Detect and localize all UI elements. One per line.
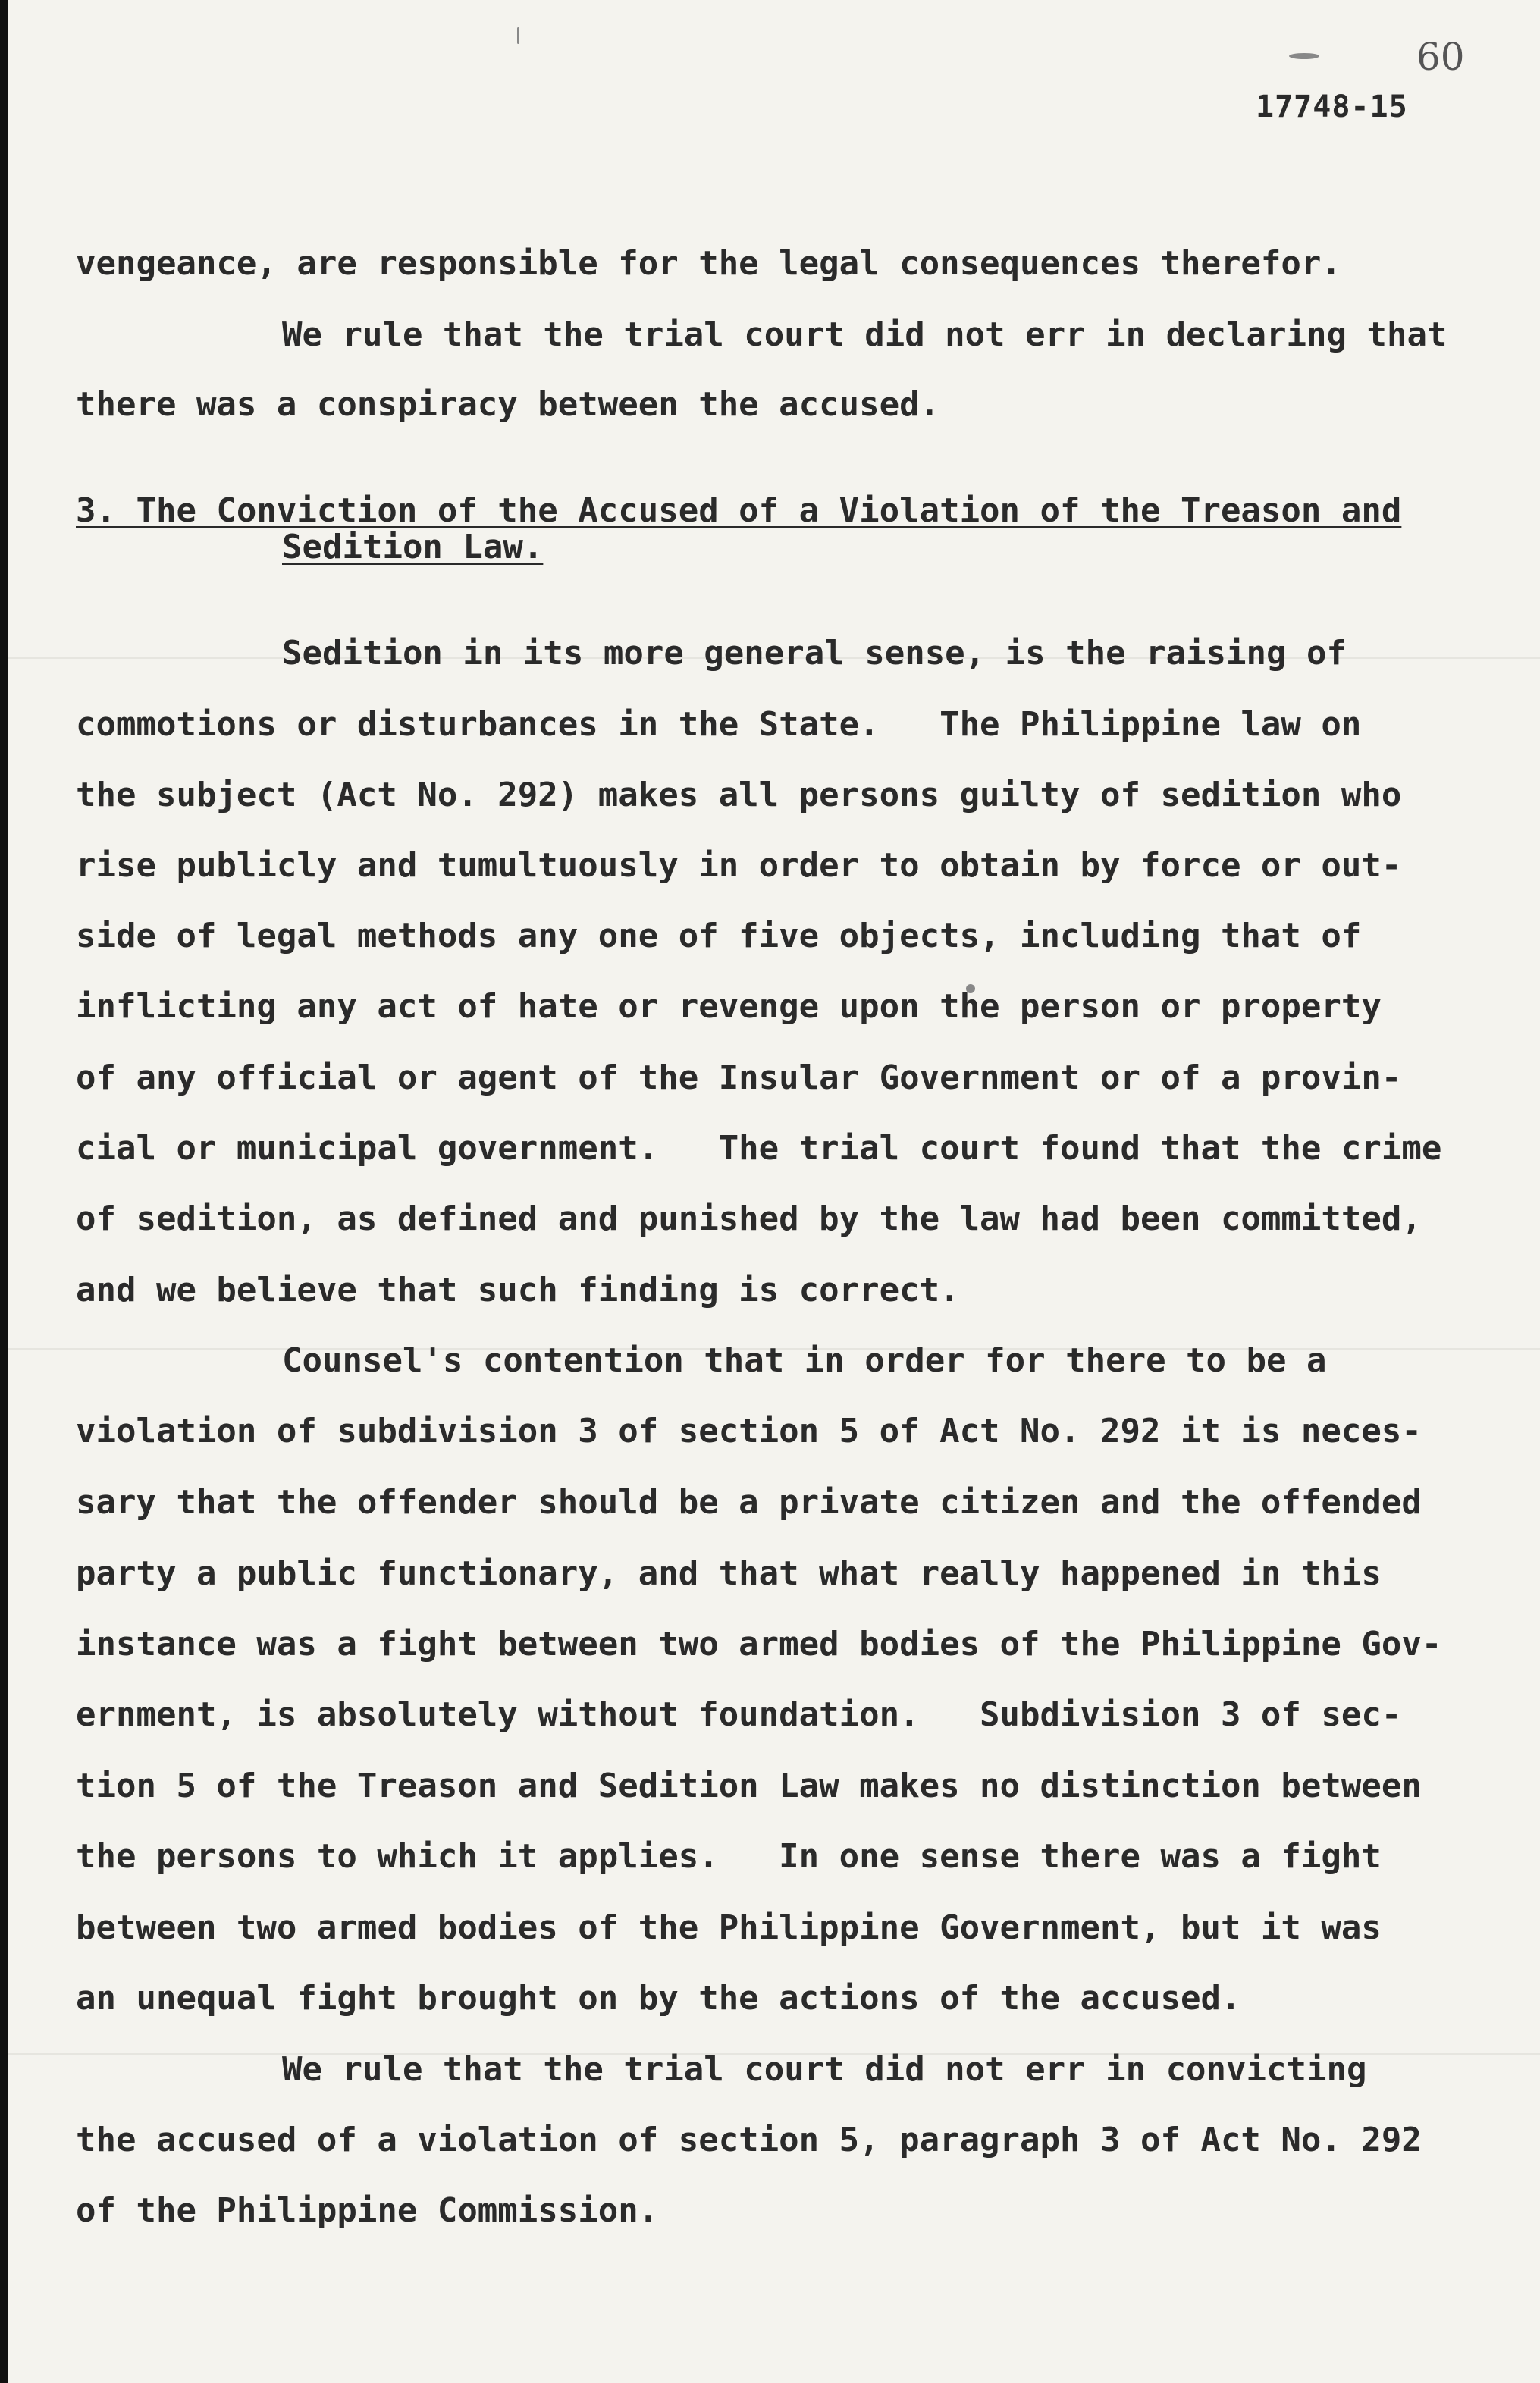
text-line: tion 5 of the Treason and Sedition Law makes no distinction between (76, 1767, 1422, 1805)
text-line: there was a conspiracy between the accused. (76, 385, 940, 424)
document-number: 17748-15 (1256, 89, 1408, 124)
text-line: sary that the offender should be a private citizen and the offended (76, 1483, 1422, 1522)
text-line: instance was a fight between two armed bodies of the Philippine Gov- (76, 1625, 1442, 1663)
section-heading: 3. The Conviction of the Accused of a Violation of the Treason and (76, 491, 1402, 530)
text-line: the subject (Act No. 292) makes all persons guilty of sedition who (76, 776, 1402, 814)
text-line: of sedition, as defined and punished by the law had been committed, (76, 1199, 1422, 1238)
text-line: cial or municipal government. The trial court found that the crime (76, 1129, 1442, 1168)
text-line: rise publicly and tumultuously in order to obtain by force or out- (76, 846, 1402, 885)
text-line: We rule that the trial court did not err in convicting (282, 2050, 1367, 2089)
text-line: commotions or disturbances in the State. The Philippine law on (76, 705, 1362, 744)
text-line: vengeance, are responsible for the legal consequences therefor. (76, 244, 1341, 283)
text-line: We rule that the trial court did not err in declaring that (282, 315, 1447, 354)
text-line: Sedition in its more general sense, is the raising of (282, 634, 1347, 673)
text-line: inflicting any act of hate or revenge upon the person or property (76, 987, 1382, 1026)
page-mark: 60 (1416, 35, 1465, 79)
text-line: party a public functionary, and that what really happened in this (76, 1554, 1382, 1593)
text-line: violation of subdivision 3 of section 5 of Act No. 292 it is neces- (76, 1412, 1422, 1450)
section-heading-continued: Sedition Law. (282, 528, 544, 566)
text-line: ernment, is absolutely without foundation. Subdivision 3 of sec- (76, 1695, 1402, 1734)
text-line: of the Philippine Commission. (76, 2191, 659, 2230)
scan-speck (517, 27, 519, 44)
text-line: and we believe that such finding is correct. (76, 1271, 960, 1309)
text-line: the persons to which it applies. In one sense there was a fight (76, 1837, 1382, 1876)
text-line: of any official or agent of the Insular Government or of a provin- (76, 1058, 1402, 1097)
film-edge (0, 0, 8, 2383)
scan-speck (1289, 53, 1319, 59)
text-line: an unequal fight brought on by the actions of the accused. (76, 1979, 1241, 2018)
text-line: between two armed bodies of the Philippine Government, but it was (76, 1908, 1382, 1947)
text-line: side of legal methods any one of five objects, including that of (76, 917, 1362, 955)
text-line: the accused of a violation of section 5, paragraph 3 of Act No. 292 (76, 2121, 1422, 2159)
text-line: Counsel's contention that in order for there to be a (282, 1341, 1327, 1380)
